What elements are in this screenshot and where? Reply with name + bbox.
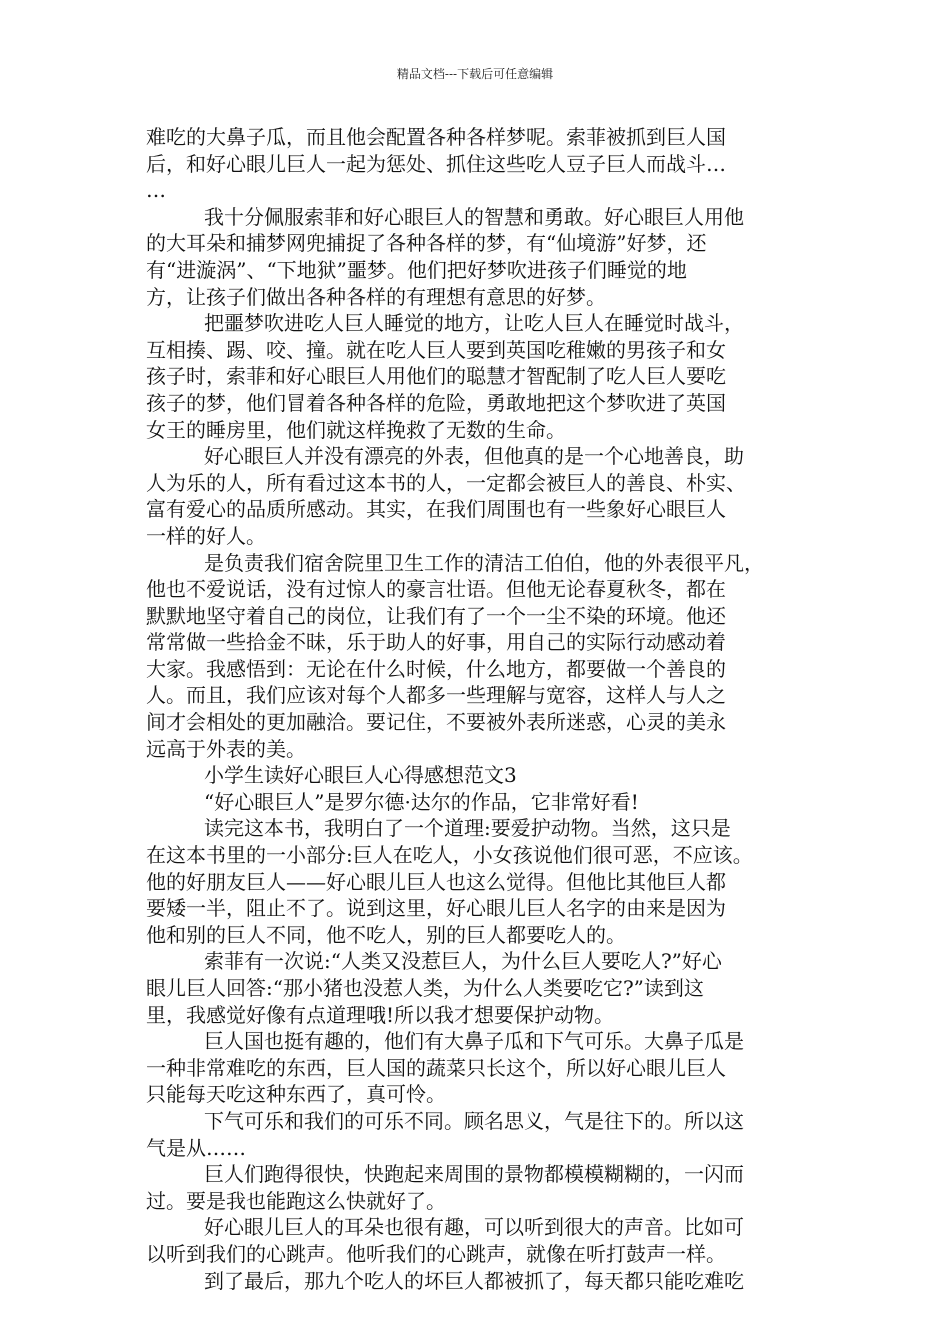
text-line: 方，让孩子们做出各种各样的有理想有意思的好梦。 [146, 284, 606, 309]
text-line: 下气可乐和我们的可乐不同。顾名思义，气是往下的。所以这 [204, 1108, 744, 1133]
text-line: 远高于外表的美。 [146, 736, 306, 761]
text-line: 后，和好心眼儿巨人一起为惩处、抓住这些吃人豆子巨人而战斗… [146, 151, 726, 176]
text-line: 是负责我们宿舍院里卫生工作的清洁工伯伯，他的外表很平凡， [204, 550, 764, 575]
text-line: 有“进漩涡”、“下地狱”噩梦。他们把好梦吹进孩子们睡觉的地 [146, 257, 687, 282]
text-line: 好心眼巨人并没有漂亮的外表，但他真的是一个心地善良，助 [204, 444, 744, 469]
text-line: 间才会相处的更加融洽。要记住，不要被外表所迷惑，心灵的美永 [146, 710, 726, 735]
text-line: 要矮一半，阻止不了。说到这里，好心眼儿巨人名字的由来是因为 [146, 896, 726, 921]
text-line: … [146, 178, 166, 203]
text-line: 大家。我感悟到：无论在什么时候，什么地方，都要做一个善良的 [146, 656, 726, 681]
text-line: 巨人们跑得很快，快跑起来周围的景物都模模糊糊的，一闪而 [204, 1162, 744, 1187]
text-line: 好心眼儿巨人的耳朵也很有趣，可以听到很大的声音。比如可 [204, 1215, 744, 1240]
text-line: 难吃的大鼻子瓜，而且他会配置各种各样梦呢。索菲被抓到巨人国 [146, 125, 726, 149]
text-line: 富有爱心的品质所感动。其实，在我们周围也有一些象好心眼巨人 [146, 497, 726, 522]
text-line: 气是从…… [146, 1135, 246, 1160]
text-line: 他的好朋友巨人——好心眼儿巨人也这么觉得。但他比其他巨人都 [146, 869, 726, 894]
text-line: 索菲有一次说:“人类又没惹巨人，为什么巨人要吃人?”好心 [204, 949, 722, 974]
document-body [146, 124, 806, 1294]
text-line: 一样的好人。 [146, 523, 266, 548]
text-line: 到了最后，那九个吃人的坏巨人都被抓了，每天都只能吃难吃 [204, 1268, 744, 1293]
text-line: 只能每天吃这种东西了，真可怜。 [146, 1082, 446, 1107]
text-line: 默默地坚守着自己的岗位，让我们有了一个一尘不染的环境。他还 [146, 603, 726, 628]
text-line: 小学生读好心眼巨人心得感想范文3 [204, 763, 517, 788]
text-line: 互相揍、踢、咬、撞。就在吃人巨人要到英国吃稚嫩的男孩子和女 [146, 337, 726, 362]
text-line: “好心眼巨人”是罗尔德·达尔的作品，它非常好看! [204, 789, 639, 814]
text-line: 人。而且，我们应该对每个人都多一些理解与宽容，这样人与人之 [146, 683, 726, 708]
text-line: 读完这本书，我明白了一个道理:要爱护动物。当然，这只是 [204, 816, 731, 841]
text-line: 把噩梦吹进吃人巨人睡觉的地方，让吃人巨人在睡觉时战斗， [204, 311, 744, 336]
text-line: 他也不爱说话，没有过惊人的豪言壮语。但他无论春夏秋冬，都在 [146, 577, 726, 602]
page-header: 精品文档---下载后可任意编辑 [396, 67, 554, 81]
text-line: 过。要是我也能跑这么快就好了。 [146, 1188, 446, 1213]
text-line: 我十分佩服索菲和好心眼巨人的智慧和勇敢。好心眼巨人用他 [204, 204, 744, 229]
text-line: 女王的睡房里，他们就这样挽救了无数的生命。 [146, 417, 566, 442]
text-line: 巨人国也挺有趣的，他们有大鼻子瓜和下气可乐。大鼻子瓜是 [204, 1029, 744, 1054]
text-line: 里，我感觉好像有点道理哦!所以我才想要保护动物。 [146, 1002, 615, 1027]
text-line: 常常做一些拾金不昧，乐于助人的好事，用自己的实际行动感动着 [146, 630, 726, 655]
text-line: 眼儿巨人回答:“那小猪也没惹人类，为什么人类要吃它?”读到这 [146, 976, 704, 1000]
text-line: 人为乐的人，所有看过这本书的人，一定都会被巨人的善良、朴实、 [146, 470, 746, 495]
text-line: 的大耳朵和捕梦网兜捕捉了各种各样的梦，有“仙境游”好梦，还 [146, 231, 707, 256]
text-line: 在这本书里的一小部分:巨人在吃人，小女孩说他们很可恶，不应该。 [146, 843, 753, 868]
text-line: 一种非常难吃的东西，巨人国的蔬菜只长这个，所以好心眼儿巨人 [146, 1055, 726, 1080]
text-line: 孩子的梦，他们冒着各种各样的危险，勇敢地把这个梦吹进了英国 [146, 390, 726, 415]
text-line: 孩子时，索菲和好心眼巨人用他们的聪慧才智配制了吃人巨人要吃 [146, 364, 726, 389]
text-line: 以听到我们的心跳声。他听我们的心跳声，就像在听打鼓声一样。 [146, 1241, 726, 1266]
text-line: 他和别的巨人不同，他不吃人，别的巨人都要吃人的。 [146, 922, 626, 947]
